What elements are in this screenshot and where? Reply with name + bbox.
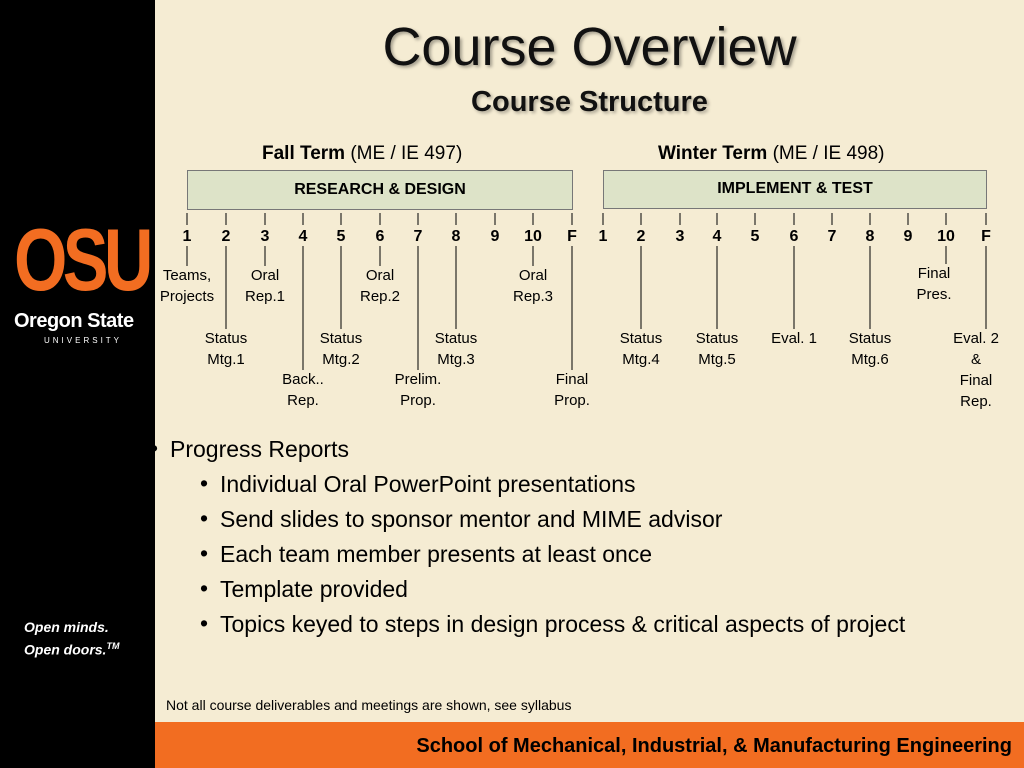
fall-week-label: 10 (524, 228, 542, 245)
bullet-text: Progress Reports (170, 436, 349, 462)
sub-bullet (200, 470, 636, 498)
event-label: Prop. (554, 392, 590, 409)
event-label: Final (917, 265, 951, 282)
fall-term-name: Fall Term (262, 143, 346, 164)
fall-week-label: 3 (260, 228, 270, 245)
event-label: Mtg.2 (322, 351, 360, 368)
slide-title: Course Overview (382, 17, 797, 77)
event-label: Back.. (282, 371, 324, 388)
fall-week-label: 5 (336, 228, 346, 245)
research-design-box: RESEARCH & DESIGN (187, 170, 573, 210)
sub-bullet-text: Send slides to sponsor mentor and MIME advisor (220, 506, 723, 532)
fall-week-label: 7 (413, 228, 423, 245)
event-label: Mtg.4 (622, 351, 660, 368)
event-label: Eval. 2 (953, 330, 999, 347)
winter-term-name: Winter Term (658, 143, 768, 164)
event-label: Status (204, 330, 248, 347)
winter-week-label: 2 (636, 228, 646, 245)
bullet-dot: • (200, 540, 209, 566)
fall-week-label: 1 (182, 228, 192, 245)
winter-term-course: (ME / IE 498) (772, 143, 885, 164)
tagline-line2-text: Open doors. (24, 641, 107, 658)
event-label: Rep. (287, 392, 319, 409)
bullet-dot: • (200, 575, 209, 601)
footer-text: School of Mechanical, Industrial, & Manufacturing Engineering (416, 735, 1012, 757)
event-label: Status (619, 330, 663, 347)
fall-week-label: 4 (298, 228, 308, 245)
fall-week-label: 6 (375, 228, 385, 245)
event-label: Eval. 1 (771, 330, 817, 347)
event-label: Status (848, 330, 892, 347)
osu-logo-name: Oregon State (14, 310, 134, 332)
bullet-dot: • (200, 505, 209, 531)
fall-week-label: 8 (451, 228, 461, 245)
fall-term-course: (ME / IE 497) (350, 143, 463, 164)
winter-week-label: 1 (598, 228, 608, 245)
event-label: Prop. (400, 392, 436, 409)
slide-subtitle: Course Structure (471, 86, 708, 118)
event-label: Status (434, 330, 478, 347)
event-label: Final (959, 372, 993, 389)
winter-week-label: 6 (789, 228, 799, 245)
event-label: Final (555, 371, 589, 388)
sub-bullet (200, 610, 906, 638)
sub-bullet (200, 540, 653, 568)
winter-week-label: 8 (865, 228, 875, 245)
event-label: Mtg.1 (207, 351, 245, 368)
osu-logo (14, 210, 149, 348)
event-label: Mtg.5 (698, 351, 736, 368)
event-label: Rep.1 (244, 288, 286, 305)
event-label: Rep.2 (359, 288, 401, 305)
osu-logo-letters: OSU (14, 210, 149, 309)
event-label: Rep. (960, 393, 992, 410)
tagline-line2 (24, 637, 119, 660)
tagline (24, 618, 119, 660)
winter-week-label: F (981, 228, 991, 245)
winter-week-label: 4 (712, 228, 722, 245)
bullet-dot: • (150, 435, 159, 461)
event-label: Teams, (162, 267, 212, 284)
bullet-dot: • (200, 610, 209, 636)
sidebar (0, 0, 155, 768)
winter-week-label: 5 (750, 228, 760, 245)
timeline (155, 0, 1024, 420)
footer-bar (155, 722, 1024, 768)
sub-bullet-text: Individual Oral PowerPoint presentations (220, 471, 636, 497)
sub-bullet (200, 575, 408, 603)
osu-logo-university: UNIVERSITY (44, 336, 123, 345)
sub-bullet-text: Each team member presents at least once (220, 541, 653, 567)
trademark-mark: TM (106, 641, 120, 651)
event-label: Status (319, 330, 363, 347)
event-label: & (970, 351, 982, 368)
winter-week-label: 9 (903, 228, 913, 245)
implement-test-box: IMPLEMENT & TEST (603, 170, 987, 209)
winter-week-label: 10 (937, 228, 955, 245)
event-label: Pres. (916, 286, 952, 303)
event-label: Oral (250, 267, 280, 284)
bullet-dot: • (200, 470, 209, 496)
event-label: Mtg.3 (437, 351, 475, 368)
event-label: Prelim. (394, 371, 442, 388)
sub-bullet (200, 505, 723, 533)
winter-week-label: 7 (827, 228, 837, 245)
event-label: Status (695, 330, 739, 347)
fall-week-label: 2 (221, 228, 231, 245)
winter-week-label: 3 (675, 228, 685, 245)
slide-content (150, 0, 1024, 768)
event-label: Projects (159, 288, 215, 305)
event-label: Oral (518, 267, 548, 284)
fall-week-label: F (567, 228, 577, 245)
tagline-line1: Open minds. (24, 619, 109, 635)
footnote: Not all course deliverables and meetings are shown, see syllabus (166, 697, 572, 713)
fall-week-label: 9 (490, 228, 500, 245)
event-label: Rep.3 (512, 288, 554, 305)
bullet-progress-reports (150, 435, 349, 463)
sub-bullet-text: Topics keyed to steps in design process & critical aspects of project (220, 611, 906, 637)
event-label: Mtg.6 (851, 351, 889, 368)
sub-bullet-text: Template provided (220, 576, 408, 602)
event-label: Oral (365, 267, 395, 284)
